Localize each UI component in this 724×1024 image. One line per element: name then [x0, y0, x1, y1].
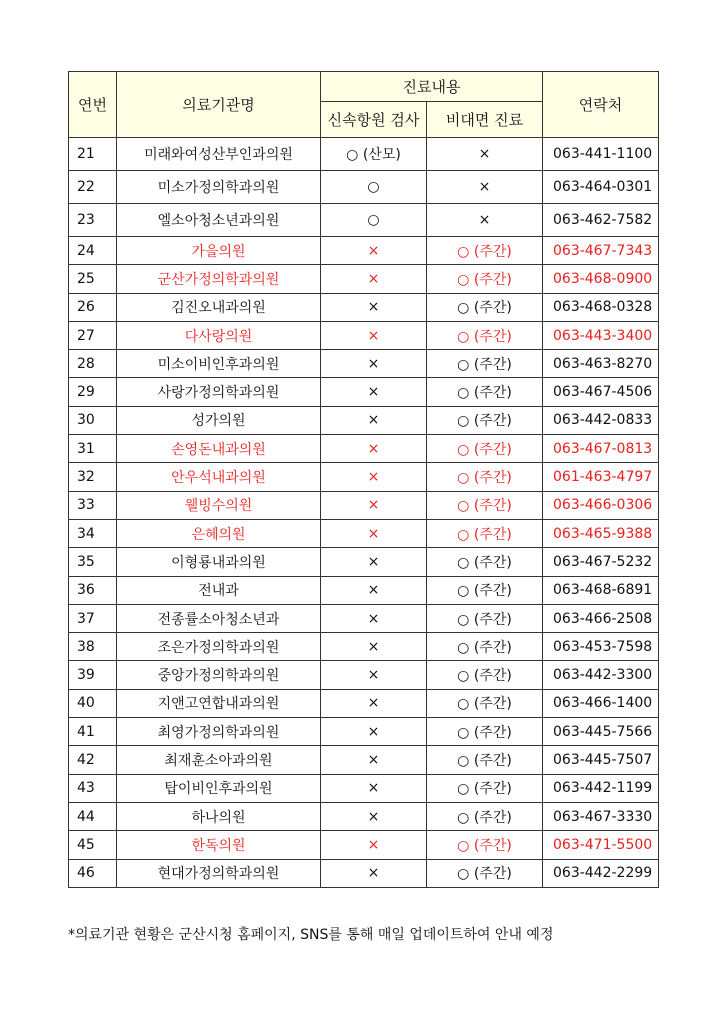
cell-remote-care: ○ (주간): [427, 774, 543, 802]
cell-remote-care: ○ (주간): [427, 237, 543, 265]
cell-remote-care: ○ (주간): [427, 689, 543, 717]
cell-contact: 063-466-0306: [543, 491, 659, 519]
table-row: [69, 237, 659, 265]
cell-no: 21: [69, 138, 117, 171]
cell-rapid-test: ×: [321, 633, 427, 661]
cell-contact: 063-467-3330: [543, 802, 659, 830]
header-remote-care: 비대면 진료: [427, 102, 543, 138]
cell-name: 미소이비인후과의원: [117, 350, 321, 378]
cell-contact: 063-462-7582: [543, 204, 659, 237]
cell-name: 안우석내과의원: [117, 463, 321, 491]
table-row: [69, 293, 659, 321]
cell-no: 23: [69, 204, 117, 237]
cell-name: 탑이비인후과의원: [117, 774, 321, 802]
header-no: 연번: [69, 72, 117, 138]
cell-no: 31: [69, 435, 117, 463]
table-row: [69, 204, 659, 237]
cell-name: 지앤고연합내과의원: [117, 689, 321, 717]
cell-no: 26: [69, 293, 117, 321]
cell-remote-care: ○ (주간): [427, 831, 543, 859]
table-row: [69, 265, 659, 293]
table-row: [69, 350, 659, 378]
cell-no: 29: [69, 378, 117, 406]
cell-no: 25: [69, 265, 117, 293]
table-row: [69, 604, 659, 632]
cell-remote-care: ○ (주간): [427, 718, 543, 746]
cell-contact: 063-465-9388: [543, 519, 659, 547]
cell-rapid-test: ○: [321, 204, 427, 237]
cell-rapid-test: ×: [321, 661, 427, 689]
cell-rapid-test: ×: [321, 689, 427, 717]
cell-contact: 063-453-7598: [543, 633, 659, 661]
cell-name: 엘소아청소년과의원: [117, 204, 321, 237]
table-row: [69, 746, 659, 774]
cell-contact: 063-468-0900: [543, 265, 659, 293]
cell-contact: 063-442-2299: [543, 859, 659, 887]
cell-no: 44: [69, 802, 117, 830]
cell-name: 전내과: [117, 576, 321, 604]
header-rapid-test: 신속항원 검사: [321, 102, 427, 138]
footnote: *의료기관 현황은 군산시청 홈페이지, SNS를 통해 매일 업데이트하여 안내 예정: [68, 927, 554, 943]
table-row: [69, 406, 659, 434]
cell-contact: 063-466-1400: [543, 689, 659, 717]
cell-rapid-test: ×: [321, 491, 427, 519]
cell-rapid-test: ×: [321, 265, 427, 293]
header-contact: 연락처: [543, 72, 659, 138]
cell-rapid-test: ×: [321, 576, 427, 604]
cell-rapid-test: ×: [321, 774, 427, 802]
cell-no: 42: [69, 746, 117, 774]
cell-no: 37: [69, 604, 117, 632]
cell-rapid-test: ×: [321, 519, 427, 547]
cell-no: 24: [69, 237, 117, 265]
cell-name: 한독의원: [117, 831, 321, 859]
cell-contact: 061-463-4797: [543, 463, 659, 491]
cell-contact: 063-445-7507: [543, 746, 659, 774]
cell-contact: 063-471-5500: [543, 831, 659, 859]
cell-rapid-test: ×: [321, 435, 427, 463]
table-row: [69, 378, 659, 406]
cell-rapid-test: ×: [321, 321, 427, 349]
cell-remote-care: ○ (주간): [427, 378, 543, 406]
cell-no: 32: [69, 463, 117, 491]
cell-no: 35: [69, 548, 117, 576]
cell-no: 43: [69, 774, 117, 802]
cell-name: 가을의원: [117, 237, 321, 265]
cell-no: 39: [69, 661, 117, 689]
table-row: [69, 491, 659, 519]
cell-remote-care: ×: [427, 138, 543, 171]
cell-rapid-test: ×: [321, 718, 427, 746]
table-row: [69, 138, 659, 171]
table-row: [69, 774, 659, 802]
cell-name: 최재훈소아과의원: [117, 746, 321, 774]
cell-name: 중앙가정의학과의원: [117, 661, 321, 689]
cell-no: 46: [69, 859, 117, 887]
cell-no: 45: [69, 831, 117, 859]
table-header: [69, 72, 659, 138]
table-body: [69, 138, 659, 888]
cell-name: 미소가정의학과의원: [117, 171, 321, 204]
cell-remote-care: ×: [427, 204, 543, 237]
cell-no: 28: [69, 350, 117, 378]
cell-no: 36: [69, 576, 117, 604]
table-row: [69, 576, 659, 604]
cell-contact: 063-463-8270: [543, 350, 659, 378]
cell-remote-care: ○ (주간): [427, 350, 543, 378]
cell-remote-care: ○ (주간): [427, 548, 543, 576]
cell-remote-care: ○ (주간): [427, 576, 543, 604]
table-row: [69, 689, 659, 717]
cell-name: 이형룡내과의원: [117, 548, 321, 576]
cell-name: 손영돈내과의원: [117, 435, 321, 463]
cell-contact: 063-467-7343: [543, 237, 659, 265]
cell-no: 27: [69, 321, 117, 349]
table-row: [69, 831, 659, 859]
cell-remote-care: ○ (주간): [427, 293, 543, 321]
cell-name: 전종률소아청소년과: [117, 604, 321, 632]
header-treatment-group: 진료내용: [321, 72, 543, 102]
cell-remote-care: ○ (주간): [427, 661, 543, 689]
cell-rapid-test: ○ (산모): [321, 138, 427, 171]
table-row: [69, 321, 659, 349]
cell-name: 군산가정의학과의원: [117, 265, 321, 293]
cell-remote-care: ○ (주간): [427, 519, 543, 547]
table-row: [69, 463, 659, 491]
cell-rapid-test: ×: [321, 859, 427, 887]
cell-rapid-test: ×: [321, 293, 427, 321]
table-row: [69, 633, 659, 661]
cell-rapid-test: ×: [321, 350, 427, 378]
cell-remote-care: ○ (주간): [427, 859, 543, 887]
cell-contact: 063-468-0328: [543, 293, 659, 321]
table-row: [69, 548, 659, 576]
cell-no: 33: [69, 491, 117, 519]
cell-name: 웰빙수의원: [117, 491, 321, 519]
cell-name: 김진오내과의원: [117, 293, 321, 321]
cell-remote-care: ○ (주간): [427, 321, 543, 349]
cell-rapid-test: ×: [321, 237, 427, 265]
cell-remote-care: ○ (주간): [427, 463, 543, 491]
cell-rapid-test: ×: [321, 746, 427, 774]
cell-name: 성가의원: [117, 406, 321, 434]
cell-name: 현대가정의학과의원: [117, 859, 321, 887]
cell-rapid-test: ×: [321, 463, 427, 491]
cell-name: 최영가정의학과의원: [117, 718, 321, 746]
cell-remote-care: ×: [427, 171, 543, 204]
table-row: [69, 435, 659, 463]
cell-remote-care: ○ (주간): [427, 604, 543, 632]
cell-name: 사랑가정의학과의원: [117, 378, 321, 406]
cell-contact: 063-442-3300: [543, 661, 659, 689]
cell-contact: 063-442-0833: [543, 406, 659, 434]
cell-contact: 063-466-2508: [543, 604, 659, 632]
cell-contact: 063-442-1199: [543, 774, 659, 802]
cell-no: 22: [69, 171, 117, 204]
cell-remote-care: ○ (주간): [427, 491, 543, 519]
cell-rapid-test: ×: [321, 406, 427, 434]
header-name: 의료기관명: [117, 72, 321, 138]
table-row: [69, 859, 659, 887]
cell-rapid-test: ×: [321, 378, 427, 406]
cell-contact: 063-445-7566: [543, 718, 659, 746]
cell-remote-care: ○ (주간): [427, 435, 543, 463]
table-row: [69, 718, 659, 746]
cell-contact: 063-467-5232: [543, 548, 659, 576]
cell-name: 조은가정의학과의원: [117, 633, 321, 661]
table-row: [69, 661, 659, 689]
cell-contact: 063-443-3400: [543, 321, 659, 349]
cell-remote-care: ○ (주간): [427, 746, 543, 774]
cell-rapid-test: ×: [321, 604, 427, 632]
cell-remote-care: ○ (주간): [427, 802, 543, 830]
table-row: [69, 802, 659, 830]
cell-remote-care: ○ (주간): [427, 265, 543, 293]
cell-no: 38: [69, 633, 117, 661]
cell-rapid-test: ×: [321, 548, 427, 576]
cell-rapid-test: ×: [321, 831, 427, 859]
clinic-table: [68, 71, 659, 888]
cell-name: 하나의원: [117, 802, 321, 830]
cell-contact: 063-467-4506: [543, 378, 659, 406]
cell-no: 30: [69, 406, 117, 434]
cell-remote-care: ○ (주간): [427, 406, 543, 434]
cell-contact: 063-467-0813: [543, 435, 659, 463]
cell-contact: 063-464-0301: [543, 171, 659, 204]
cell-rapid-test: ×: [321, 802, 427, 830]
cell-rapid-test: ○: [321, 171, 427, 204]
table-row: [69, 519, 659, 547]
table-row: [69, 171, 659, 204]
cell-remote-care: ○ (주간): [427, 633, 543, 661]
cell-contact: 063-468-6891: [543, 576, 659, 604]
cell-no: 40: [69, 689, 117, 717]
cell-no: 34: [69, 519, 117, 547]
cell-contact: 063-441-1100: [543, 138, 659, 171]
cell-name: 다사랑의원: [117, 321, 321, 349]
cell-no: 41: [69, 718, 117, 746]
cell-name: 미래와여성산부인과의원: [117, 138, 321, 171]
cell-name: 은혜의원: [117, 519, 321, 547]
